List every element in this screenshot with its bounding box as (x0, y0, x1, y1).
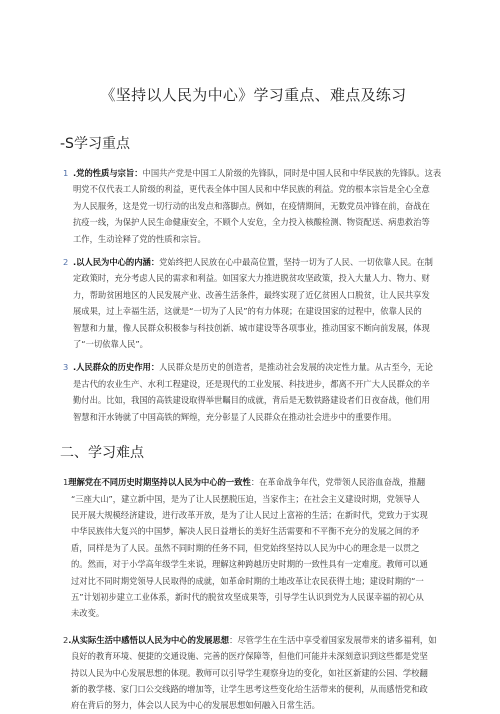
paragraph (73, 165, 450, 181)
text-line: 抗疫一线，为保护人民生命健康安全，不顾个人安危，全力投入核酸检测、物资配送、病患救治等 (73, 217, 430, 228)
text-line: 中国共产党是中国工人阶级的先锋队，同时是中国人民和中华民族的先锋队。这表 (142, 168, 442, 178)
text-line: 展成果，过上幸福生活，这就是“一切为了人民”的有力体现；在建设国家的过程中，依靠人民的 (73, 306, 422, 317)
item-lead: .人民群众的历史作用： (73, 362, 160, 373)
text-line: 良好的教育环境、便捷的交通设施、完善的医疗保障等，但他们可能并未深刻意识到这些都是党坚 (71, 651, 428, 662)
paragraph (63, 632, 450, 648)
text-line: 是古代的农业生产、水利工程建设，还是现代的工业发展、科技进步，都离不开广大人民群众的辛 (73, 378, 430, 389)
paragraph (73, 359, 450, 375)
item-lead: .以人民为中心的内涵： (73, 257, 160, 268)
text-line: 工作，生动诠释了党的性质和宗旨。 (73, 233, 206, 244)
section-heading-key-points: -S学习重点 (60, 136, 130, 152)
text-line: ：尽管学生在生活中享受着国家发展带来的诸多福利，如 (229, 634, 437, 645)
paragraph (63, 474, 450, 490)
paragraph (73, 254, 450, 270)
text-line: “三座大山”，建立新中国，是为了让人民摆脱压迫，当家作主；在社会主义建设时期，党领导人 (71, 493, 420, 504)
item-lead: .从实际生活中感悟以人民为中心的发展思想 (68, 634, 230, 645)
text-line: 民开展大规模经济建设，进行改革开放，是为了让人民过上富裕的生活；在新时代，党致力于实现 (71, 509, 428, 520)
text-line: 勤付出。比如，我国的高铁建设取得举世瞩目的成就，背后是无数铁路建设者们日夜奋战，他们用 (73, 395, 430, 406)
text-line: 五”计划初步建立工业体系，新时代的脱贫攻坚成果等，引导学生认识到党为人民谋幸福的初心从 (71, 591, 424, 602)
list-number: 3 (63, 362, 69, 373)
item-lead: .党的性质与宗旨： (73, 168, 143, 178)
text-line: ：在革命战争年代，党带领人民浴血奋战，推翻 (250, 477, 426, 488)
text-line: 过对比不同时期党领导人民取得的成就，如革命时期的土地改革让农民获得土地；建设时期的“一 (71, 575, 424, 586)
text-line: 未改变。 (71, 608, 105, 619)
text-line: 定政策时，充分考虑人民的需求和利益。如国家大力推进脱贫攻坚政策，投入大量人力、物力、财 (73, 273, 430, 284)
difficulties-list (63, 474, 450, 714)
list-number: 1 (63, 168, 69, 178)
text-line: 力，帮助贫困地区的人民发展产业、改善生活条件，最终实现了近亿贫困人口脱贫，让人民共享发 (73, 289, 430, 300)
text-line: 为人民服务，这是党一切行动的出发点和落脚点。例如，在疫情期间，无数党员冲锋在前，奋战在 (73, 200, 430, 211)
list-item (63, 474, 450, 622)
text-line: 中华民族伟大复兴的中国梦，解决人民日益增长的美好生活需要和不平衡不充分的发展之间的矛 (71, 526, 420, 537)
list-number: 2 (63, 257, 69, 268)
text-line: 明党不仅代表工人阶级的利益，更代表全体中国人民和中华民族的利益。党的根本宗旨是全心全意 (73, 184, 430, 195)
list-number: 1 (63, 477, 69, 488)
list-item (63, 632, 450, 714)
list-item (63, 359, 450, 425)
list-item (63, 254, 450, 352)
text-line: 盾，同样是为了人民。虽然不同时期的任务不同，但党始终坚持以人民为中心的理念是一以贯之 (71, 542, 420, 553)
text-line: 人民群众是历史的创造者，是推动社会发展的决定性力量。从古至今，无论 (159, 362, 433, 373)
key-points-list (63, 165, 450, 425)
text-line: 党始终把人民放在心中最高位置，坚持一切为了人民、一切依靠人民。在制 (159, 257, 433, 268)
list-number: 2 (63, 634, 69, 645)
text-line: 了“一切依靠人民”。 (73, 339, 148, 350)
list-item (63, 165, 450, 247)
item-lead: 理解党在不同历史时期坚持以人民为中心的一致性 (68, 477, 251, 488)
text-line: 智慧和汗水铸就了中国高铁的辉煌，充分彰显了人民群众在推动社会进步中的重要作用。 (73, 411, 397, 422)
text-line: 智慧和力量，像人民群众积极参与科技创新、城市建设等各项事业，推动国家不断向前发展，体现 (73, 322, 430, 333)
text-line: 的。然而，对于小学高年级学生来说，理解这种跨越历史时期的一致性具有一定难度。教师可以通 (71, 559, 428, 570)
document-title: 《坚持以人民为中心》学习重点、难点及练习 (100, 86, 407, 104)
text-line: 新的教学楼、家门口公交线路的增加等，让学生思考这些变化给生活带来的便利，从而感悟党和政 (71, 683, 428, 694)
section-heading-difficulties: 二、学习难点 (60, 445, 144, 462)
text-line: 府在背后的努力，体会以人民为中心的发展思想如何融入日常生活。 (71, 700, 320, 711)
text-line: 持以人民为中心发展思想的体现。教师可以引导学生观察身边的变化，如社区新建的公园、学校翻 (71, 667, 428, 678)
